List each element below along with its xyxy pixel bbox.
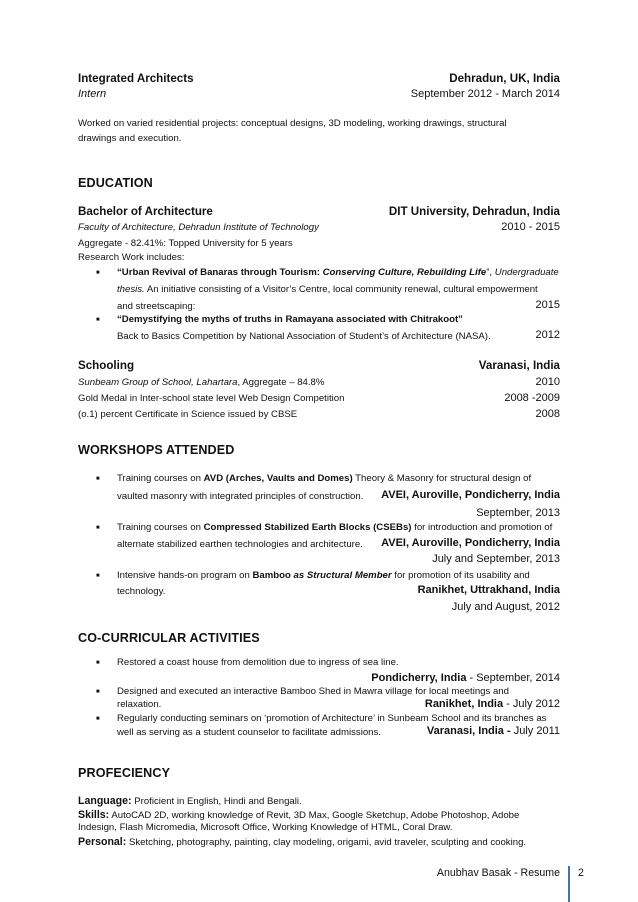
cocurricular-2-line2: relaxation. [117,699,162,710]
bullet-icon [96,473,100,485]
bullet-icon [96,267,100,279]
research-subtitle: Conserving Culture, Rebuilding Life [322,267,487,278]
job-dates: September 2012 - March 2014 [410,88,560,100]
research-item-1-line1: “Urban Revival of Banaras through Tourism: Conserving Culture, Rebuilding Life”, Undergraduate [117,267,559,278]
bullet-icon [96,570,100,582]
bullet-icon [96,686,100,698]
cocurricular-3-line1: Regularly conducting seminars on ‘promotion of Architecture’ in Sunbeam School and its branches as [117,713,547,724]
workshop-3-line1: Intensive hands-on program on Bamboo as Structural Member for promotion of its usability and [117,570,530,581]
school-year: 2010 [535,376,560,388]
job-role: Intern [78,88,107,100]
gold-medal-text: Gold Medal in Inter-school state level Web Design Competition [78,393,345,404]
proficiency-heading: PROFECIENCY [78,766,171,780]
education-years: 2010 - 2015 [501,221,560,233]
workshop-1-line2: vaulted masonry with integrated principles of construction. [117,491,364,502]
bullet-icon [96,713,100,725]
school-line: Sunbeam Group of School, Lahartara, Aggregate – 84.8% [78,377,325,388]
workshop-2-line1: Training courses on Compressed Stabilized Earth Blocks (CSEBs) for introduction and promotion of [117,522,553,533]
workshop-2-date: July and September, 2013 [432,553,560,565]
faculty-name: Faculty of Architecture, Dehradun Institute of Technology [78,222,319,233]
bullet-icon [96,314,100,326]
research-item-2-year: 2012 [535,329,560,341]
page-number: 2 [578,867,584,879]
gold-medal-years: 2008 -2009 [504,392,560,404]
workshop-1-date: September, 2013 [476,507,560,519]
research-item-1-year: 2015 [535,299,560,311]
skills-line1: Skills: AutoCAD 2D, working knowledge of Revit, 3D Max, Google Sketchup, Adobe Photoshop, Adobe [78,809,520,821]
workshop-3-date: July and August, 2012 [451,601,560,613]
research-item-2-title: “Demystifying the myths of truths in Ramayana associated with Chitrakoot” [117,314,463,325]
cocurricular-heading: CO-CURRICULAR ACTIVITIES [78,631,260,645]
workshop-2-location: AVEI, Auroville, Pondicherry, India [381,537,560,549]
footer-divider [568,866,570,902]
research-label: Research Work includes: [78,252,185,263]
cbse-text: (o.1) percent Certificate in Science issued by CBSE [78,409,298,420]
job-description-line1: Worked on varied residential projects: conceptual designs, 3D modeling, working drawings, structural [78,118,507,129]
personal-line: Personal: Sketching, photography, painting, clay modeling, origami, avid traveler, sculpting and cooking. [78,836,527,848]
schooling-location: Varanasi, India [478,359,560,372]
workshops-heading: WORKSHOPS ATTENDED [78,443,235,457]
cocurricular-2-line1: Designed and executed an interactive Bamboo Shed in Mawra village for local meetings and [117,686,509,697]
cbse-year: 2008 [535,408,560,420]
degree-name: Bachelor of Architecture [78,205,213,218]
aggregate-text: Aggregate - 82.41%: Topped University for 5 years [78,238,293,249]
footer-label: Anubhav Basak - Resume [436,867,560,879]
workshop-3-location: Ranikhet, Uttrakhand, India [417,584,560,596]
schooling-heading: Schooling [78,359,135,372]
bullet-icon [96,522,100,534]
cocurricular-1-text: Restored a coast house from demolition due to ingress of sea line. [117,657,399,668]
workshop-1-line1: Training courses on AVD (Arches, Vaults and Domes) Theory & Masonry for structural design of [117,473,532,484]
university-name: DIT University, Dehradun, India [388,205,560,218]
skills-line2: Indesign, Flash Micromedia, Microsoft Office, Working Knowledge of HTML, Coral Draw. [78,822,453,833]
bullet-icon [96,657,100,669]
job-description-line2: drawings and execution. [78,133,182,144]
language-line: Language: Proficient in English, Hindi and Bengali. [78,795,302,807]
research-item-1-line3: and streetscaping: [117,301,196,312]
workshop-3-line2: technology. [117,586,166,597]
education-heading: EDUCATION [78,176,153,190]
company-name: Integrated Architects [78,72,194,85]
research-type: Undergraduate [494,267,559,278]
workshop-1-location: AVEI, Auroville, Pondicherry, India [381,489,560,501]
cocurricular-3-meta: Varanasi, India - July 2011 [426,725,560,737]
cocurricular-1-meta: Pondicherry, India - September, 2014 [371,672,560,684]
workshop-2-line2: alternate stabilized earthen technologies and architecture. [117,539,363,550]
research-item-1-line2: thesis. An initiative consisting of a Visitor’s Centre, local community renewal, cultural empowerment [117,284,538,295]
school-name: Sunbeam Group of School, Lahartara [78,377,238,388]
research-item-2-line2: Back to Basics Competition by National Association of Student’s of Architecture (NASA). [117,331,491,342]
cocurricular-2-meta: Ranikhet, India - July 2012 [424,698,560,710]
research-title: Urban Revival of Banaras through Tourism: [121,267,323,278]
cocurricular-3-line2: well as serving as a student counselor to facilitate admissions. [117,727,381,738]
company-location: Dehradun, UK, India [449,72,560,85]
